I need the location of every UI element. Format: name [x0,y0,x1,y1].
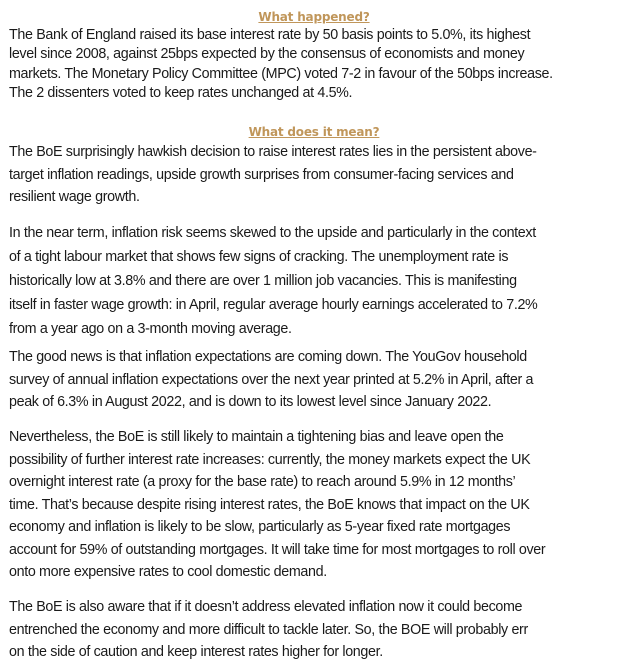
text-line: The Bank of England raised its base interest rate by 50 basis points to 5.0%, its highest [9,27,531,43]
text-line: itself in faster wage growth: in April, regular average hourly earnings accelerated to 7.2% [9,297,538,313]
text-line: resilient wage growth. [9,189,140,205]
text-line: The BoE surprisingly hawkish decision to raise interest rates lies in the persistent above- [9,144,537,160]
text-line: level since 2008, against 25bps expected by the consensus of economists and money [9,46,525,63]
text-line: onto more expensive rates to cool domestic demand. [9,564,327,580]
text-line: of a tight labour market that shows few signs of cracking. The unemployment rate is [9,249,509,265]
text-line: Nevertheless, the BoE is still likely to maintain a tightening bias and leave open the [9,429,504,445]
text-line: time. That’s because despite rising interest rates, the BoE knows that impact on the UK [9,496,530,513]
text-line: economy and inflation is likely to be slow, particularly as 5-year fixed rate mortgages [9,519,511,535]
text-line: on the side of caution and keep interest rates higher for longer. [9,644,383,660]
text-line: overnight interest rate (a proxy for the base rate) to reach around 5.9% in 12 months’ [9,474,516,490]
text-line: markets. The Monetary Policy Committee (MPC) voted 7-2 in favour of the 50bps increase. [9,65,553,82]
text-line: The 2 dissenters voted to keep rates unchanged at 4.5%. [9,84,353,101]
paragraph-nevertheless [9,426,545,584]
text-line: The BoE is also aware that if it doesn’t address elevated inflation now it could become [9,599,523,615]
heading-what-happened: What happened? [258,10,370,24]
paragraph-what-happened [9,26,553,103]
text-line: survey of annual inflation expectations over the next year printed at 5.2% in April, after a [9,371,534,388]
paragraph-also-aware [9,596,528,664]
text-line: The good news is that inflation expectations are coming down. The YouGov household [9,349,527,365]
heading-what-does-it-mean: What does it mean? [248,125,380,139]
text-line: from a year ago on a 3-month moving average. [9,321,292,337]
text-line: historically low at 3.8% and there are over 1 million job vacancies. This is manifesting [9,273,517,289]
paragraph-hawkish-decision [9,141,537,209]
text-line: In the near term, inflation risk seems skewed to the upside and particularly in the context [9,225,536,241]
paragraph-good-news [9,346,533,414]
paragraph-near-term [9,221,537,341]
text-line: account for 59% of outstanding mortgages. It will take time for most mortgages to roll over [9,541,546,558]
text-line: possibility of further interest rate increases: currently, the money markets expect the UK [9,451,531,468]
text-line: entrenched the economy and more difficult to tackle later. So, the BOE will probably err [9,621,528,638]
text-line: target inflation readings, upside growth surprises from consumer-facing services and [9,166,514,183]
text-line: peak of 6.3% in August 2022, and is down to its lowest level since January 2022. [9,394,492,410]
